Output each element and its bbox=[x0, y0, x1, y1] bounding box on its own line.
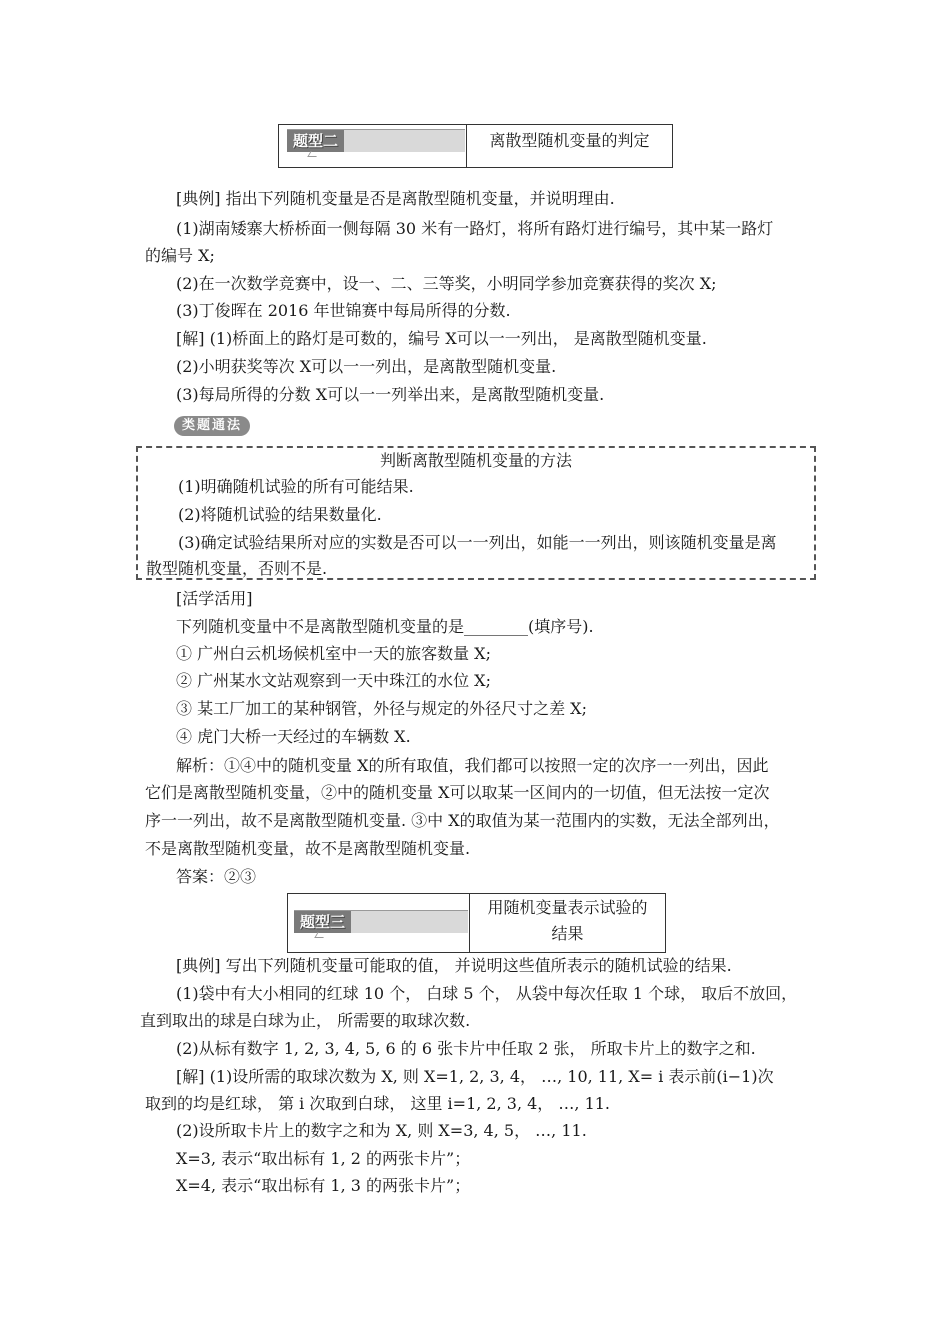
tag-notch-icon bbox=[307, 151, 319, 157]
solution-1: [解] (1)桥面上的路灯是可数的，编号 X可以一一列出， 是离散型随机变量. bbox=[176, 329, 707, 348]
method-badge: 类题通法 bbox=[174, 416, 250, 436]
example2-solution-4: X=4, 表示“取出标有 1, 3 的两张卡片”； bbox=[176, 1176, 471, 1195]
analysis-line-4: 不是离散型随机变量，故不是离散型随机变量. bbox=[145, 839, 471, 858]
practice-option-2: ② 广州某水文站观察到一天中珠江的水位 X; bbox=[176, 671, 491, 690]
practice-option-4: ④ 虎门大桥一天经过的车辆数 X. bbox=[176, 727, 411, 746]
analysis-line-3: 序一一列出，故不是离散型随机变量. ③中 X的取值为某一范围内的实数，无法全部列出， bbox=[145, 811, 780, 830]
analysis-line-2: 它们是离散型随机变量，②中的随机变量 X可以取某一区间内的一切值，但无法按一定次 bbox=[145, 783, 770, 802]
practice-option-1: ① 广州白云机场候机室中一天的旅客数量 X; bbox=[176, 644, 491, 663]
question-2: (2)在一次数学竞赛中，设一、二、三等奖，小明同学参加竞赛获得的奖次 X; bbox=[176, 274, 717, 293]
section-heading-2 bbox=[278, 124, 673, 168]
example2-question-2: (2)从标有数字 1, 2, 3, 4, 5, 6 的 6 张卡片中任取 2 张， 所取卡片上的数字之和. bbox=[176, 1039, 756, 1058]
example-intro: [典例] 指出下列随机变量是否是离散型随机变量，并说明理由. bbox=[176, 189, 615, 208]
section-tag bbox=[287, 129, 465, 152]
section-title-line-2: 结果 bbox=[551, 924, 584, 943]
practice-label: [活学活用] bbox=[176, 589, 253, 608]
solution-2: (2)小明获奖等次 X可以一一列出，是离散型随机变量. bbox=[176, 357, 557, 376]
practice-question: 下列随机变量中不是离散型随机变量的是________(填序号). bbox=[176, 617, 594, 636]
method-title: 判断离散型随机变量的方法 bbox=[379, 451, 572, 470]
example2-solution-1: [解] (1)设所需的取球次数为 X, 则 X=1, 2, 3, 4， …, 10, 11, X= i 表示前(i−1)次 bbox=[176, 1067, 774, 1086]
section-tag-label: 题型三 bbox=[294, 911, 351, 933]
section-title: 离散型随机变量的判定 bbox=[489, 131, 650, 150]
section-title-line-1: 用随机变量表示试验的 bbox=[487, 898, 648, 917]
example2-solution-2: (2)设所取卡片上的数字之和为 X, 则 X=3, 4, 5， …, 11. bbox=[176, 1121, 587, 1140]
question-3: (3)丁俊晖在 2016 年世锦赛中每局所得的分数. bbox=[176, 301, 511, 320]
example2-solution-3: X=3, 表示“取出标有 1, 2 的两张卡片”； bbox=[176, 1149, 471, 1168]
section-tag-label: 题型二 bbox=[287, 130, 344, 152]
analysis-line-1: 解析：①④中的随机变量 X的所有取值，我们都可以按照一定的次序一一列出，因此 bbox=[176, 756, 769, 775]
practice-option-3: ③ 某工厂加工的某种钢管，外径与规定的外径尺寸之差 X; bbox=[176, 699, 587, 718]
example2-question-1-cont: 直到取出的球是白球为止， 所需要的取球次数. bbox=[140, 1011, 471, 1030]
method-item-3-cont: 散型随机变量，否则不是. bbox=[146, 559, 328, 578]
answer: 答案：②③ bbox=[176, 867, 257, 886]
section-heading-3 bbox=[287, 893, 666, 953]
example2-intro: [典例] 写出下列随机变量可能取的值， 并说明这些值所表示的随机试验的结果. bbox=[176, 956, 732, 975]
method-item-3: (3)确定试验结果所对应的实数是否可以一一列出，如能一一列出，则该随机变量是离 bbox=[178, 533, 777, 552]
method-box bbox=[136, 446, 816, 580]
question-1-cont: 的编号 X; bbox=[145, 246, 215, 265]
tag-notch-icon bbox=[314, 932, 326, 938]
method-item-2: (2)将随机试验的结果数量化. bbox=[178, 505, 382, 524]
solution-3: (3)每局所得的分数 X可以一一列举出来，是离散型随机变量. bbox=[176, 385, 605, 404]
section-tag bbox=[294, 910, 468, 933]
example2-question-1: (1)袋中有大小相同的红球 10 个， 白球 5 个， 从袋中每次任取 1 个球， 取后不放回， bbox=[176, 984, 798, 1003]
question-1: (1)湖南矮寨大桥桥面一侧每隔 30 米有一路灯，将所有路灯进行编号，其中某一路灯 bbox=[176, 219, 774, 238]
method-item-1: (1)明确随机试验的所有可能结果. bbox=[178, 477, 414, 496]
example2-solution-1-cont: 取到的均是红球， 第 i 次取到白球， 这里 i=1, 2, 3, 4， …, 11. bbox=[145, 1094, 611, 1113]
